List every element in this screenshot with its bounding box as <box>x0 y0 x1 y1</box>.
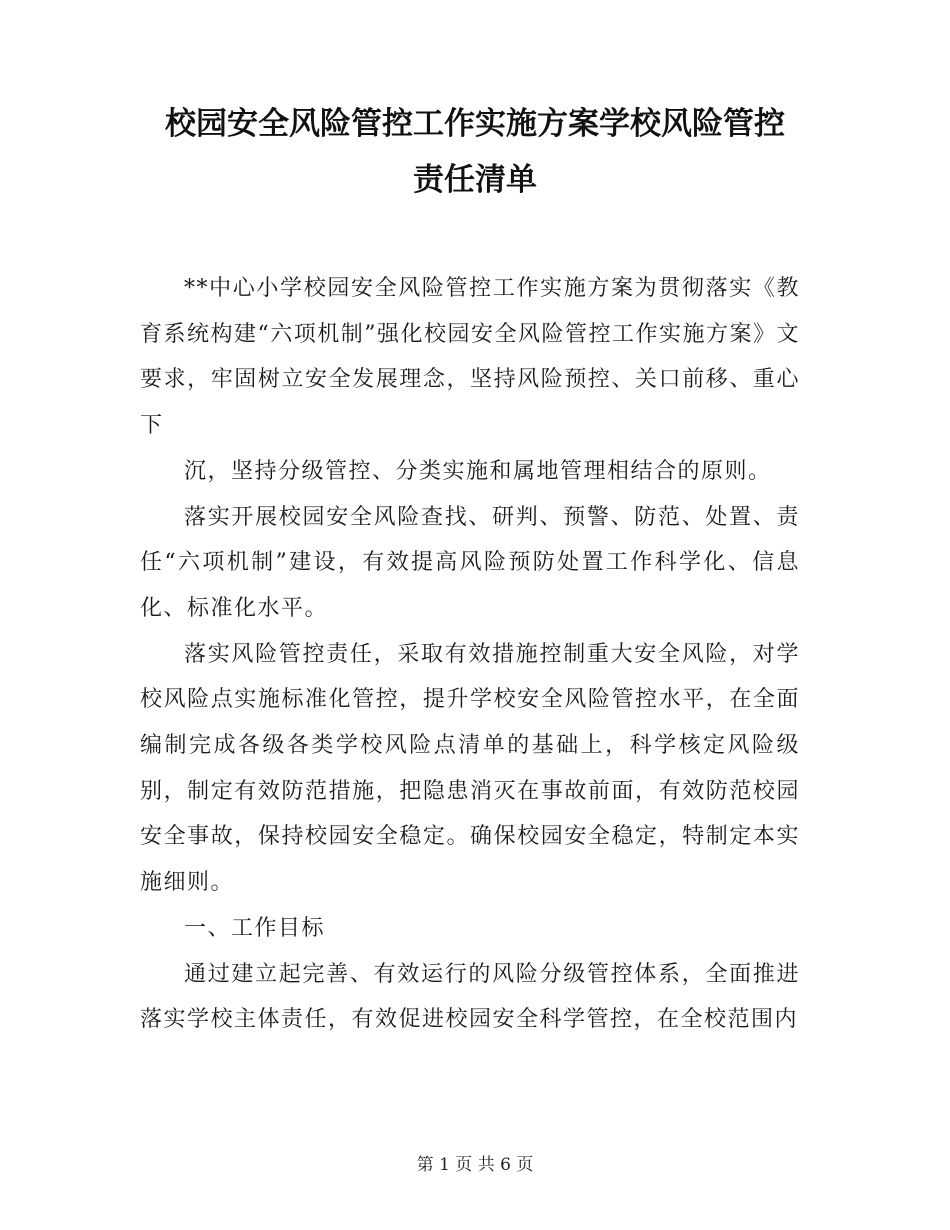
title-line-2: 责任清单 <box>413 162 537 198</box>
paragraph-goals: 通过建立起完善、有效运行的风险分级管控体系，全面推进落实学校主体责任，有效促进校园安全科学管控，在全校范围内 <box>140 961 800 1033</box>
section-heading-work-goals: 一、工作目标 <box>184 915 326 941</box>
title-line-1: 校园安全风险管控工作实施方案学校风险管控 <box>165 106 785 142</box>
paragraph-responsibility: 落实风险管控责任，采取有效措施控制重大安全风险，对学校风险点实施标准化管控，提升学校安全风险管控水平，在全面编制完成各级各类学校风险点清单的基础上，科学核定风险级别，制定有效防范措施，把隐患消灭在事故前面，有效防范校园安全事故，保持校园安全稳定。确保校园安全稳定，特制定本实施细则。 <box>140 641 800 896</box>
paragraph-principle: 沉，坚持分级管控、分类实施和属地管理相结合的原则。 <box>184 458 772 484</box>
paragraph-six-mechanisms: 落实开展校园安全风险查找、研判、预警、防范、处置、责任“六项机制”建设，有效提高风险预防处置工作科学化、信息化、标准化水平。 <box>140 504 800 621</box>
document-title <box>100 96 850 208</box>
paragraph-intro: **中心小学校园安全风险管控工作实施方案为贯彻落实《教育系统构建“六项机制”强化校园安全风险管控工作实施方案》文要求，牢固树立安全发展理念，坚持风险预控、关口前移、重心下 <box>140 276 800 439</box>
document-body <box>140 266 800 1043</box>
page-number-footer: 第 1 页 共 6 页 <box>416 1155 534 1175</box>
